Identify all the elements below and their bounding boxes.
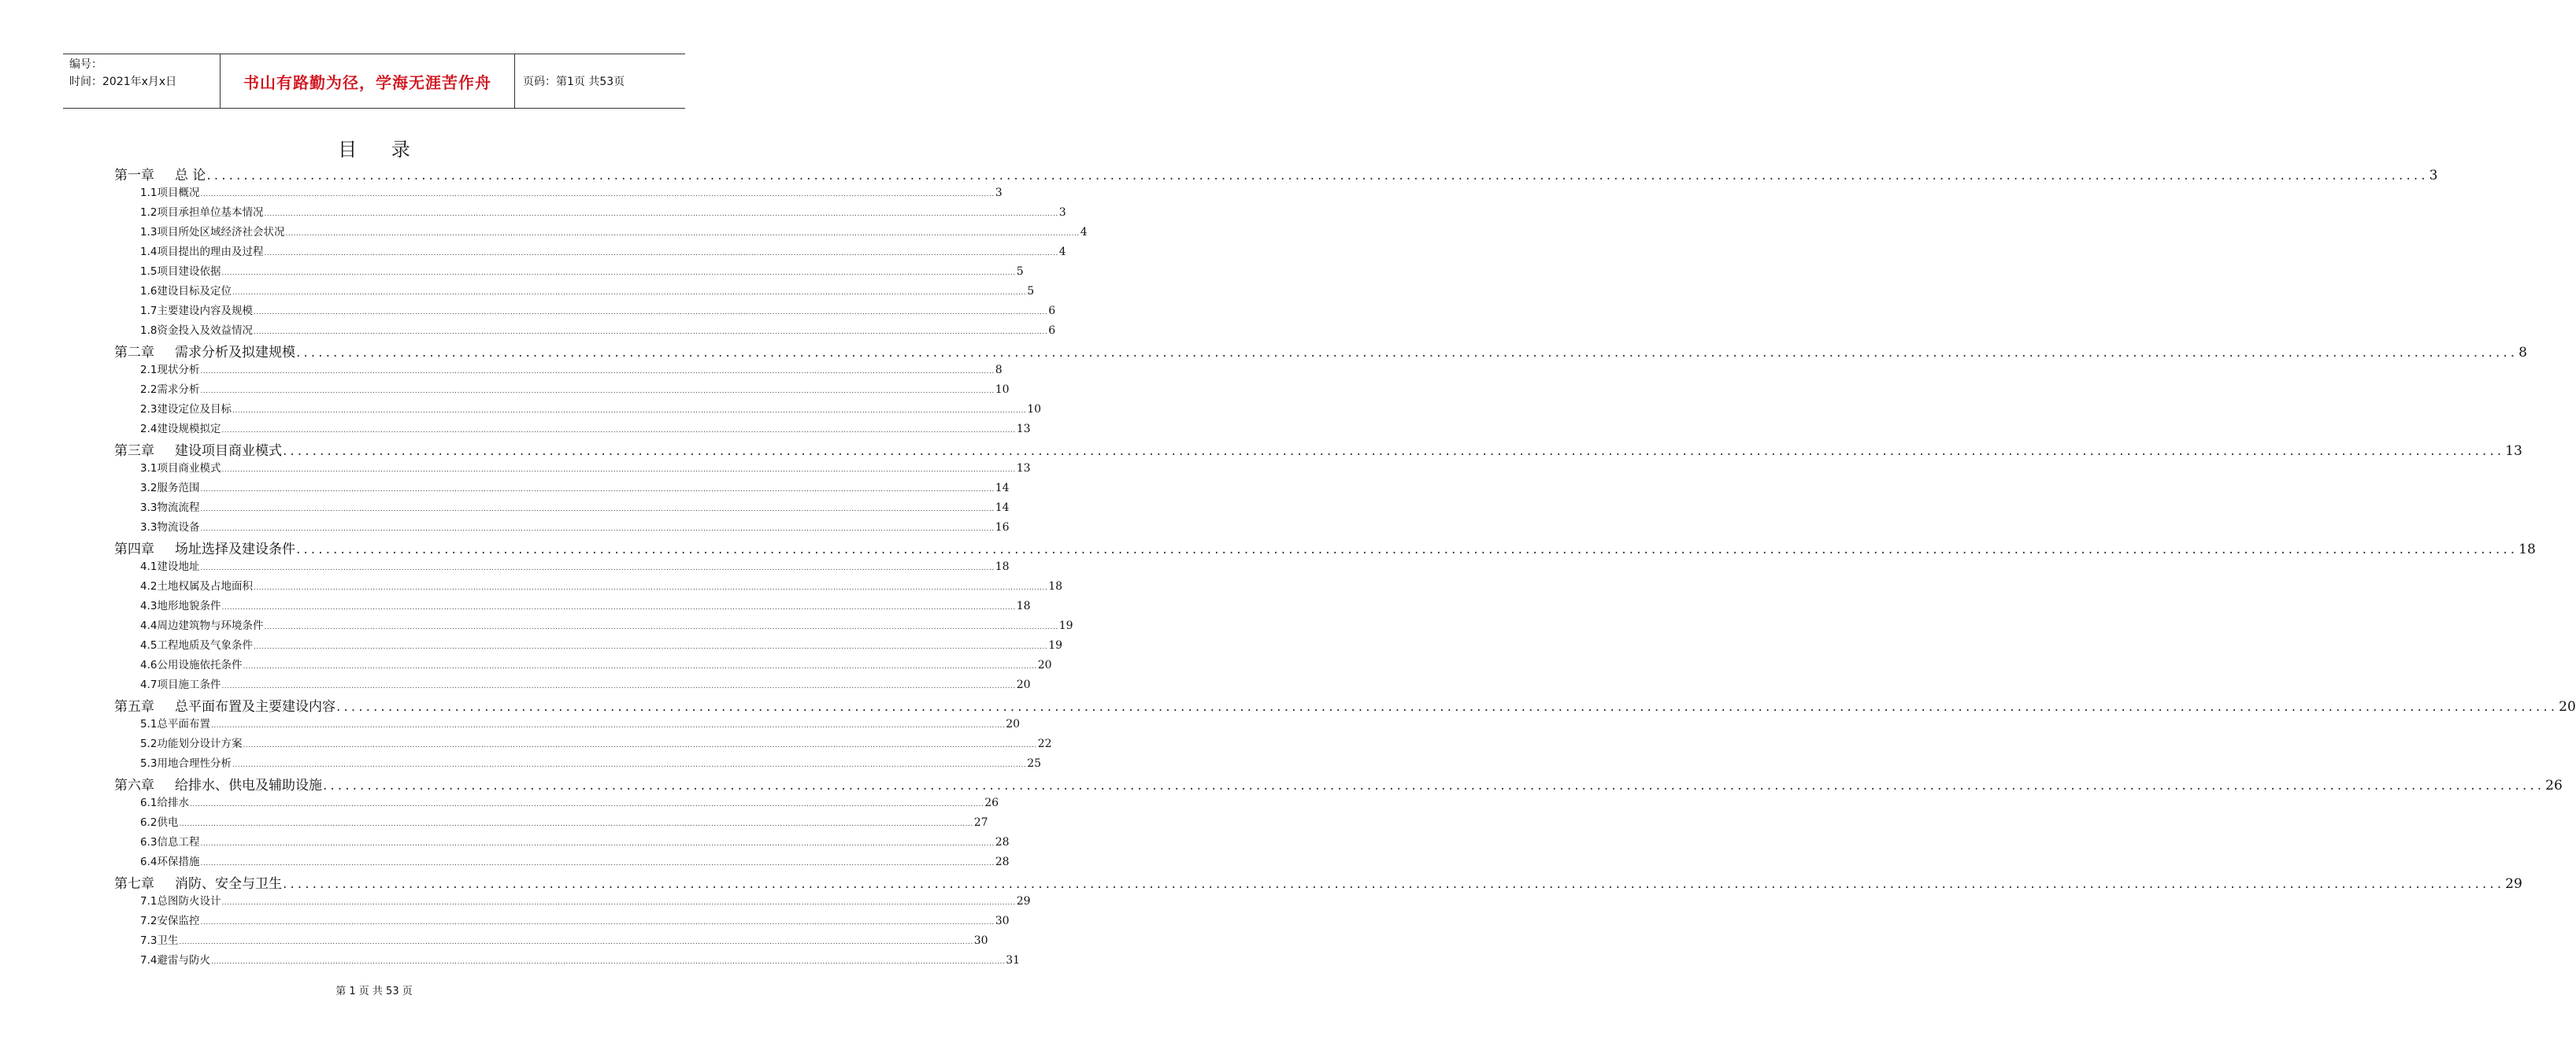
page-number: 3	[1058, 206, 1066, 219]
section-title: 7.4避雷与防火	[140, 954, 210, 967]
section-title: 4.7项目施工条件	[140, 679, 221, 691]
section-title: 4.5工程地质及气象条件	[140, 639, 253, 652]
toc-section-entry[interactable]	[114, 734, 1052, 754]
page-number: 10	[995, 383, 1010, 396]
dot-leader: ............................................................................................................................................................................................................................................................................................................	[323, 778, 2545, 794]
page-number: 18	[1048, 580, 1063, 593]
page-number: 26	[2545, 778, 2563, 794]
section-title: 5.3用地合理性分析	[140, 757, 232, 770]
dot-leader: ............................................................................................................................................................................................................................................................................................................	[264, 623, 1058, 631]
page-number: 31	[1006, 954, 1021, 967]
section-title: 1.4项目提出的理由及过程	[140, 246, 264, 258]
section-title: 6.3信息工程	[140, 836, 200, 849]
page-number: 18	[995, 560, 1010, 573]
page-number: 4	[1058, 246, 1066, 258]
section-title: 4.1建设地址	[140, 560, 200, 573]
toc-section-entry[interactable]	[114, 813, 988, 833]
chapter-title: 需求分析及拟建规模	[175, 345, 295, 361]
dot-leader: ............................................................................................................................................................................................................................................................................................................	[296, 542, 2519, 557]
toc-chapter-entry[interactable]	[114, 341, 2527, 361]
dot-leader: ............................................................................................................................................................................................................................................................................................................	[232, 289, 1027, 297]
toc-section-entry[interactable]	[114, 715, 1021, 734]
toc-section-entry[interactable]	[114, 282, 1035, 301]
dot-leader: ............................................................................................................................................................................................................................................................................................................	[296, 345, 2519, 361]
section-title: 1.6建设目标及定位	[140, 285, 232, 298]
toc-section-entry[interactable]	[114, 794, 999, 813]
dot-leader: ............................................................................................................................................................................................................................................................................................................	[210, 958, 1006, 966]
dot-leader: ............................................................................................................................................................................................................................................................................................................	[283, 876, 2505, 892]
section-title: 4.2土地权属及占地面积	[140, 580, 253, 593]
toc-chapter-entry[interactable]	[114, 439, 2522, 459]
page-number: 20	[1037, 659, 1052, 671]
dot-leader: ............................................................................................................................................................................................................................................................................................................	[253, 328, 1048, 336]
dot-leader: ............................................................................................................................................................................................................................................................................................................	[189, 801, 984, 808]
page-number: 25	[1027, 757, 1042, 770]
toc-section-entry[interactable]	[114, 656, 1052, 675]
page-number: 29	[2505, 876, 2522, 892]
toc-chapter-entry[interactable]	[114, 538, 2536, 557]
toc-section-entry[interactable]	[114, 301, 1056, 321]
toc-section-entry[interactable]	[114, 380, 1010, 400]
chapter-label	[114, 164, 206, 183]
dot-leader: ............................................................................................................................................................................................................................................................................................................	[179, 820, 973, 828]
page-number: 27	[973, 816, 988, 829]
toc-section-entry[interactable]	[114, 675, 1031, 695]
toc-chapter-entry[interactable]	[114, 872, 2522, 892]
dot-leader: ............................................................................................................................................................................................................................................................................................................	[210, 722, 1006, 730]
dot-leader: ............................................................................................................................................................................................................................................................................................................	[200, 919, 995, 927]
dot-leader: ............................................................................................................................................................................................................................................................................................................	[221, 604, 1016, 612]
toc-chapter-entry[interactable]	[114, 164, 2438, 183]
chapter-title: 给排水、供电及辅助设施	[175, 778, 322, 794]
page-number: 8	[2519, 345, 2527, 361]
section-title: 3.1项目商业模式	[140, 462, 221, 475]
toc-section-entry[interactable]	[114, 518, 1010, 538]
section-title: 4.4周边建筑物与环境条件	[140, 620, 264, 632]
section-title: 1.1项目概况	[140, 187, 200, 199]
chapter-number: 第六章	[114, 778, 154, 794]
table-of-contents	[114, 164, 2576, 971]
dot-leader: ............................................................................................................................................................................................................................................................................................................	[206, 168, 2429, 183]
page-number: 13	[1016, 423, 1031, 435]
page-number: 6	[1048, 305, 1056, 317]
toc-section-entry[interactable]	[114, 242, 1066, 262]
section-title: 3.2服务范围	[140, 482, 200, 494]
section-title: 7.1总图防火设计	[140, 895, 221, 908]
section-title: 5.2功能划分设计方案	[140, 738, 243, 750]
dot-leader: ............................................................................................................................................................................................................................................................................................................	[243, 663, 1037, 671]
chapter-number: 第三章	[114, 443, 154, 459]
page-number: 3	[995, 187, 1003, 199]
section-title: 5.1总平面布置	[140, 718, 210, 731]
chapter-title: 建设项目商业模式	[175, 443, 282, 459]
toc-title: 目 录	[338, 139, 424, 161]
chapter-label	[114, 439, 282, 459]
page-footer: 第 1 页 共 53 页	[335, 986, 413, 997]
dot-leader: ............................................................................................................................................................................................................................................................................................................	[336, 699, 2559, 715]
toc-section-entry[interactable]	[114, 498, 1010, 518]
dot-leader: ............................................................................................................................................................................................................................................................................................................	[200, 564, 995, 572]
page-number: 14	[995, 501, 1010, 514]
dot-leader: ............................................................................................................................................................................................................................................................................................................	[221, 683, 1016, 690]
chapter-title: 总平面布置及主要建设内容	[175, 699, 335, 715]
toc-section-entry[interactable]	[114, 912, 1010, 931]
page-number: 20	[1016, 679, 1031, 691]
section-title: 7.3卫生	[140, 934, 179, 947]
page-number: 14	[995, 482, 1010, 494]
dot-leader: ............................................................................................................................................................................................................................................................................................................	[200, 505, 995, 513]
page-number: 4	[1080, 226, 1088, 239]
toc-section-entry[interactable]	[114, 400, 1042, 420]
chapter-number: 第五章	[114, 699, 154, 715]
toc-section-entry[interactable]	[114, 321, 1056, 341]
number-label: 编号：	[69, 58, 102, 71]
chapter-label	[114, 695, 335, 715]
dot-leader: ............................................................................................................................................................................................................................................................................................................	[200, 486, 995, 494]
dot-leader: ............................................................................................................................................................................................................................................................................................................	[200, 525, 995, 533]
toc-section-entry[interactable]	[114, 459, 1031, 479]
page-header	[63, 54, 685, 109]
page-number: 13	[2505, 443, 2522, 459]
dot-leader: ............................................................................................................................................................................................................................................................................................................	[200, 840, 995, 848]
section-title: 1.2项目承担单位基本情况	[140, 206, 264, 219]
page-number: 5	[1016, 265, 1024, 278]
dot-leader: ............................................................................................................................................................................................................................................................................................................	[285, 230, 1080, 238]
section-title: 6.4环保措施	[140, 856, 200, 868]
toc-section-entry[interactable]	[114, 636, 1063, 656]
toc-section-entry[interactable]	[114, 754, 1042, 774]
toc-section-entry[interactable]	[114, 833, 1010, 853]
dot-leader: ............................................................................................................................................................................................................................................................................................................	[221, 427, 1016, 435]
toc-section-entry[interactable]	[114, 479, 1010, 498]
page-number: 28	[995, 856, 1010, 868]
toc-section-entry[interactable]	[114, 420, 1031, 439]
page-number: 3	[2429, 168, 2438, 183]
dot-leader: ............................................................................................................................................................................................................................................................................................................	[221, 466, 1016, 474]
page-number: 26	[984, 797, 999, 809]
toc-section-entry[interactable]	[114, 577, 1063, 597]
section-title: 6.1给排水	[140, 797, 189, 809]
toc-chapter-entry[interactable]	[114, 695, 2576, 715]
page-number: 18	[2519, 542, 2536, 557]
dot-leader: ............................................................................................................................................................................................................................................................................................................	[221, 269, 1016, 277]
dot-leader: ............................................................................................................................................................................................................................................................................................................	[264, 210, 1058, 218]
dot-leader: ............................................................................................................................................................................................................................................................................................................	[264, 250, 1058, 257]
chapter-label	[114, 872, 282, 892]
section-title: 1.8资金投入及效益情况	[140, 324, 253, 337]
section-title: 4.3地形地貌条件	[140, 600, 221, 612]
toc-section-entry[interactable]	[114, 931, 988, 951]
chapter-label	[114, 774, 322, 794]
page-number: 22	[1037, 738, 1052, 750]
chapter-number: 第二章	[114, 345, 154, 361]
section-title: 2.3建设定位及目标	[140, 403, 232, 416]
page-number: 5	[1027, 285, 1035, 298]
dot-leader: ............................................................................................................................................................................................................................................................................................................	[253, 309, 1048, 316]
toc-section-entry[interactable]	[114, 616, 1073, 636]
page-number: 19	[1048, 639, 1063, 652]
section-title: 6.2供电	[140, 816, 179, 829]
section-title: 3.3物流设备	[140, 521, 200, 534]
toc-section-entry[interactable]	[114, 183, 1003, 203]
chapter-title: 总 论	[175, 168, 206, 183]
time-label: 时间：2021年x月x日	[69, 76, 177, 88]
chapter-number: 第一章	[114, 168, 154, 183]
toc-section-entry[interactable]	[114, 361, 1003, 380]
dot-leader: ............................................................................................................................................................................................................................................................................................................	[232, 407, 1027, 415]
page-number: 6	[1048, 324, 1056, 337]
dot-leader: ............................................................................................................................................................................................................................................................................................................	[253, 584, 1048, 592]
page-number: 13	[1016, 462, 1031, 475]
toc-section-entry[interactable]	[114, 203, 1066, 223]
section-title: 2.1现状分析	[140, 364, 200, 376]
chapter-title: 场址选择及建设条件	[175, 542, 295, 557]
toc-section-entry[interactable]	[114, 853, 1010, 872]
section-title: 1.7主要建设内容及规模	[140, 305, 253, 317]
section-title: 7.2安保监控	[140, 915, 200, 927]
page-number: 8	[995, 364, 1003, 376]
page-number: 18	[1016, 600, 1031, 612]
page-number: 29	[1016, 895, 1031, 908]
toc-chapter-entry[interactable]	[114, 774, 2563, 794]
page-number: 19	[1058, 620, 1073, 632]
toc-section-entry[interactable]	[114, 951, 1021, 971]
dot-leader: ............................................................................................................................................................................................................................................................................................................	[200, 191, 995, 198]
chapter-label	[114, 538, 295, 557]
dot-leader: ............................................................................................................................................................................................................................................................................................................	[221, 899, 1016, 907]
toc-section-entry[interactable]	[114, 223, 1088, 242]
dot-leader: ............................................................................................................................................................................................................................................................................................................	[232, 761, 1027, 769]
toc-section-entry[interactable]	[114, 262, 1024, 282]
dot-leader: ............................................................................................................................................................................................................................................................................................................	[243, 742, 1037, 749]
dot-leader: ............................................................................................................................................................................................................................................................................................................	[253, 643, 1048, 651]
page-number: 16	[995, 521, 1010, 534]
page-number: 20	[2559, 699, 2576, 715]
section-title: 1.3项目所处区域经济社会状况	[140, 226, 285, 239]
chapter-title: 消防、安全与卫生	[175, 876, 282, 892]
page-number: 10	[1027, 403, 1042, 416]
dot-leader: ............................................................................................................................................................................................................................................................................................................	[283, 443, 2505, 459]
chapter-number: 第四章	[114, 542, 154, 557]
page-number: 30	[995, 915, 1010, 927]
section-title: 4.6公用设施依托条件	[140, 659, 243, 671]
chapter-label	[114, 341, 295, 361]
section-title: 1.5项目建设依据	[140, 265, 221, 278]
dot-leader: ............................................................................................................................................................................................................................................................................................................	[200, 387, 995, 395]
dot-leader: ............................................................................................................................................................................................................................................................................................................	[200, 368, 995, 375]
toc-section-entry[interactable]	[114, 597, 1031, 616]
dot-leader: ............................................................................................................................................................................................................................................................................................................	[200, 860, 995, 867]
chapter-number: 第七章	[114, 876, 154, 892]
page-number: 20	[1006, 718, 1021, 731]
header-page-info: 页码：第1页 共53页	[523, 76, 625, 88]
header-meta	[63, 54, 221, 108]
toc-section-entry[interactable]	[114, 557, 1010, 577]
section-title: 2.2需求分析	[140, 383, 200, 396]
section-title: 2.4建设规模拟定	[140, 423, 221, 435]
toc-section-entry[interactable]	[114, 892, 1031, 912]
dot-leader: ............................................................................................................................................................................................................................................................................................................	[179, 938, 973, 946]
header-motto: 书山有路勤为径，学海无涯苦作舟	[221, 54, 515, 108]
page-number: 30	[973, 934, 988, 947]
page-number: 28	[995, 836, 1010, 849]
section-title: 3.3物流流程	[140, 501, 200, 514]
